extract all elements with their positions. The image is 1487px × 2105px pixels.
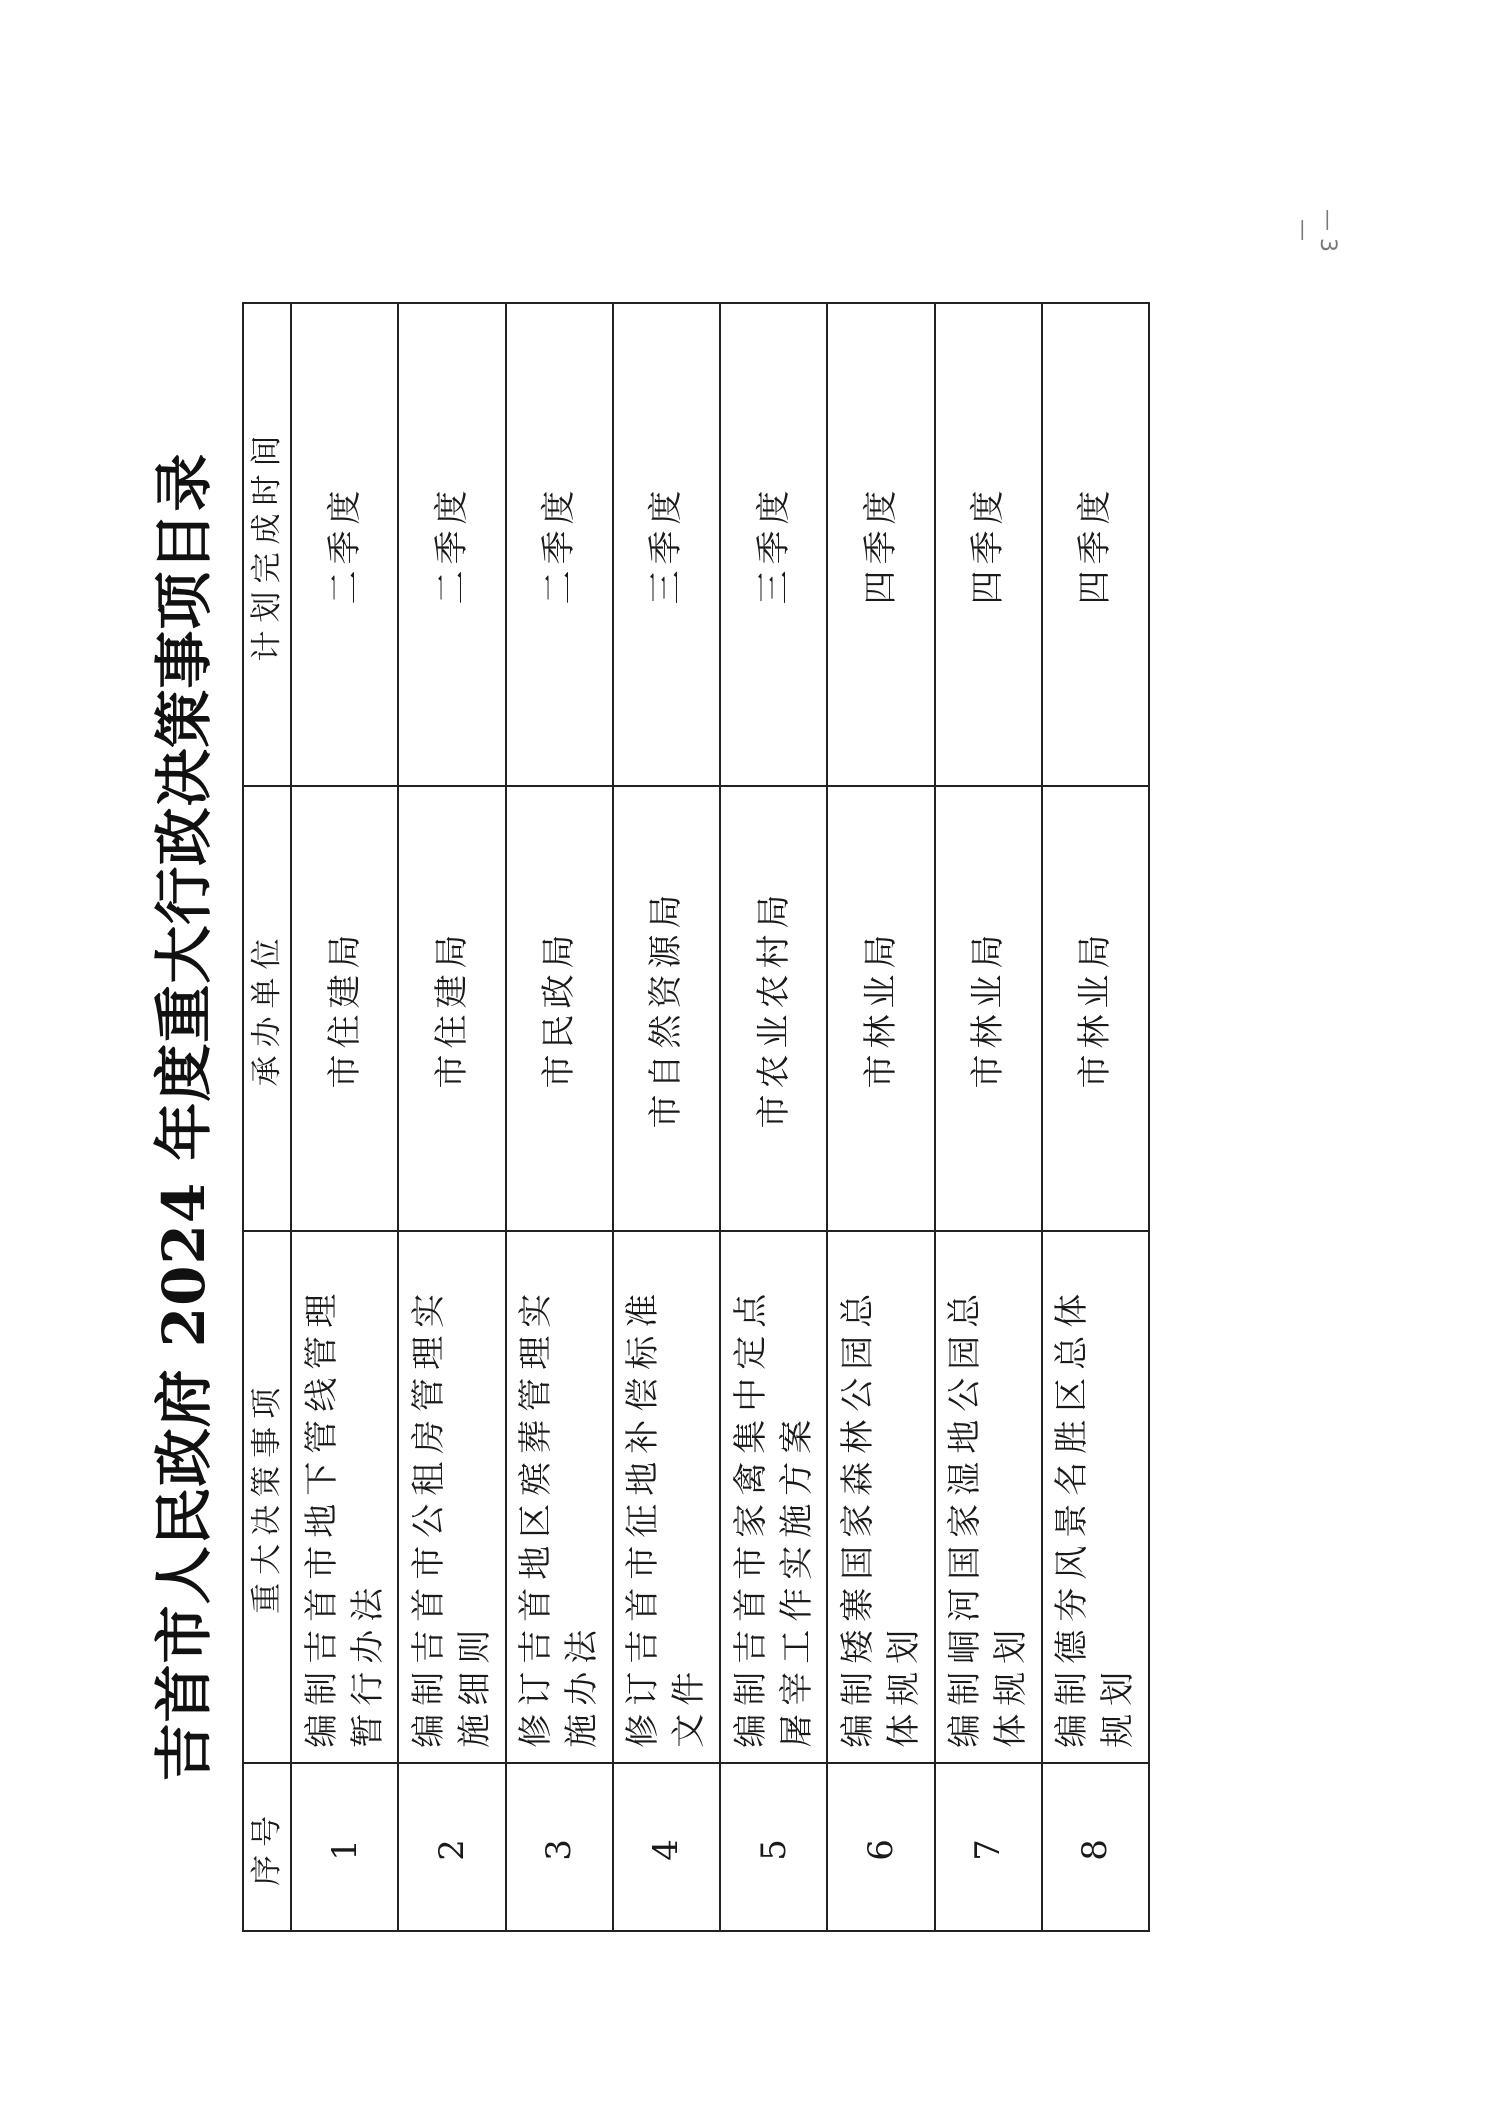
- cell-unit: 市林业局: [1042, 786, 1149, 1231]
- table-row: [720, 303, 827, 1931]
- cell-item: [398, 1231, 505, 1763]
- header-unit: 承办单位: [243, 786, 291, 1231]
- cell-unit: 市民政局: [506, 786, 613, 1231]
- cell-time: 三季度: [613, 303, 720, 786]
- cell-no: 4: [613, 1763, 720, 1931]
- cell-no: 1: [291, 1763, 398, 1931]
- cell-time: 四季度: [827, 303, 934, 786]
- item-text: 编制吉首市公租房管理实施细则: [408, 1285, 495, 1748]
- table-row: [613, 303, 720, 1931]
- table-row: [1042, 303, 1149, 1931]
- cell-item: [506, 1231, 613, 1763]
- cell-time: 二季度: [506, 303, 613, 786]
- table-row: [935, 303, 1042, 1931]
- cell-unit: 市林业局: [935, 786, 1042, 1231]
- header-time: 计划完成时间: [243, 303, 291, 786]
- item-text: 编制德夯风景名胜区总体规划: [1052, 1285, 1139, 1748]
- cell-time: 四季度: [935, 303, 1042, 786]
- table-row: [398, 303, 505, 1931]
- cell-time: 三季度: [720, 303, 827, 786]
- item-text: 修订吉首市征地补偿标准文件: [623, 1285, 710, 1748]
- cell-no: 7: [935, 1763, 1042, 1931]
- rotated-sheet: [140, 302, 1150, 1932]
- cell-no: 5: [720, 1763, 827, 1931]
- item-text: 编制吉首市地下管线管理暂行办法: [301, 1285, 388, 1748]
- page-number: — 3 —: [1290, 208, 1340, 252]
- cell-no: 8: [1042, 1763, 1149, 1931]
- header-item: 重大决策事项: [243, 1231, 291, 1763]
- table-row: [506, 303, 613, 1931]
- cell-item: [613, 1231, 720, 1763]
- cell-time: 二季度: [398, 303, 505, 786]
- cell-item: [1042, 1231, 1149, 1763]
- cell-item: [720, 1231, 827, 1763]
- table-header-row: [243, 303, 291, 1931]
- cell-time: 四季度: [1042, 303, 1149, 786]
- cell-item: [827, 1231, 934, 1763]
- table-row: [827, 303, 934, 1931]
- cell-unit: 市住建局: [398, 786, 505, 1231]
- cell-item: [291, 1231, 398, 1763]
- item-text: 编制吉首市家禽集中定点屠宰工作实施方案: [730, 1285, 817, 1748]
- cell-unit: 市农业农村局: [720, 786, 827, 1231]
- cell-unit: 市自然资源局: [613, 786, 720, 1231]
- cell-no: 3: [506, 1763, 613, 1931]
- document-title: 吉首市人民政府 2024 年度重大行政决策事项目录: [150, 452, 218, 1782]
- cell-unit: 市林业局: [827, 786, 934, 1231]
- cell-unit: 市住建局: [291, 786, 398, 1231]
- item-text: 编制峒河国家湿地公园总体规划: [945, 1285, 1032, 1748]
- decision-table: [242, 302, 1150, 1932]
- cell-no: 6: [827, 1763, 934, 1931]
- cell-no: 2: [398, 1763, 505, 1931]
- cell-time: 二季度: [291, 303, 398, 786]
- item-text: 编制矮寨国家森林公园总体规划: [837, 1285, 924, 1748]
- table-row: [291, 303, 398, 1931]
- cell-item: [935, 1231, 1042, 1763]
- item-text: 修订吉首地区殡葬管理实施办法: [516, 1285, 603, 1748]
- header-no: 序号: [243, 1763, 291, 1931]
